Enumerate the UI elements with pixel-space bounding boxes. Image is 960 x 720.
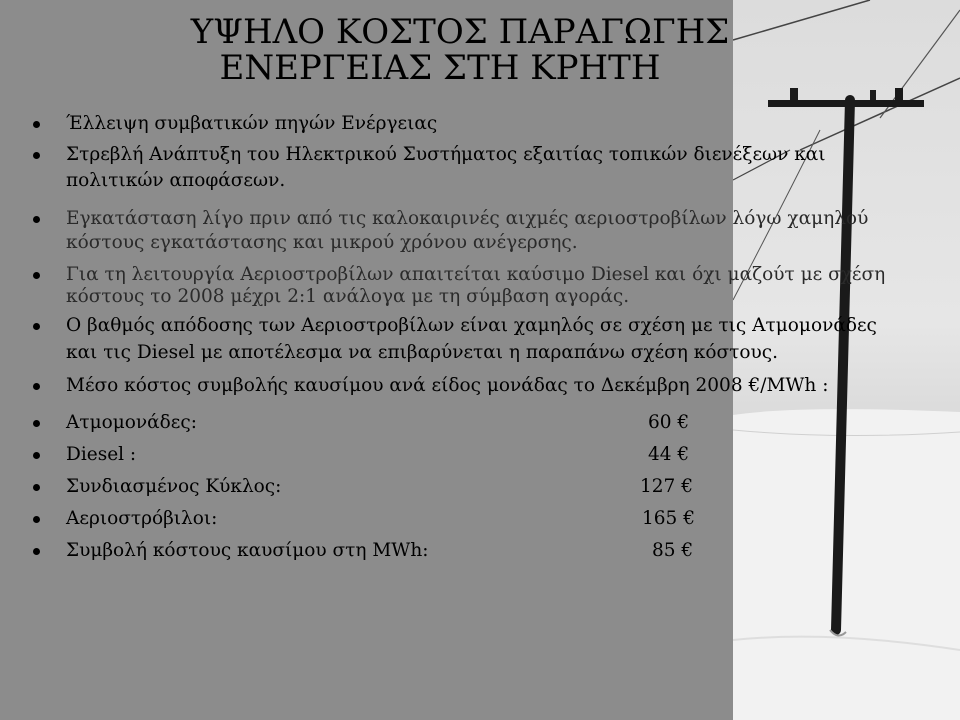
bullet-dot xyxy=(33,484,40,491)
bullet-text: Έλλειψη συμβατικών πηγών Ενέργειας xyxy=(66,113,438,134)
bullet-text-continued: πολιτικών αποφάσεων. xyxy=(66,170,286,191)
bullet-dot xyxy=(33,323,40,330)
bullet-text-continued: και τις Diesel με αποτέλεσμα να επιβαρύνεται η παραπάνω σχέση κόστους. xyxy=(66,342,778,363)
cost-label: Συνδιασμένος Κύκλος: xyxy=(66,476,282,497)
cost-label: Ατμομονάδες: xyxy=(66,412,197,433)
bullet-dot xyxy=(33,272,40,279)
bullet-dot xyxy=(33,452,40,459)
bullet-text: Ο βαθμός απόδοσης των Αεριοστροβίλων είναι χαμηλός σε σχέση με τις Ατμομονάδες xyxy=(66,315,877,336)
bullet-text: Στρεβλή Ανάπτυξη του Ηλεκτρικού Συστήματος εξαιτίας τοπικών διενέξεων και xyxy=(66,144,826,165)
cost-value: 60 € xyxy=(648,412,690,433)
cost-label: Συμβολή κόστους καυσίμου στη MWh: xyxy=(66,540,429,561)
cost-value: 44 € xyxy=(648,444,690,465)
bullet-text: Για τη λειτουργία Αεριοστροβίλων απαιτείται καύσιμο Diesel και όχι μαζούτ με σχέση xyxy=(66,264,886,285)
bullet-dot xyxy=(33,383,40,390)
bullet-dot xyxy=(33,216,40,223)
cost-value: 165 € xyxy=(642,508,695,529)
bullet-text-continued: κόστους το 2008 μέχρι 2:1 ανάλογα με τη σύμβαση αγοράς. xyxy=(66,286,630,307)
cost-label: Αεριοστρόβιλοι: xyxy=(66,508,218,529)
title-line-2: ΕΝΕΡΓΕΙΑΣ ΣΤΗ ΚΡΗΤΗ xyxy=(219,48,661,88)
bullet-text: Εγκατάσταση λίγο πριν από τις καλοκαιρινές αιχμές αεριοστροβίλων λόγω χαμηλού xyxy=(66,208,869,229)
bullet-text-continued: κόστους εγκατάστασης και μικρού χρόνου ανέγερσης. xyxy=(66,232,578,253)
cost-value: 127 € xyxy=(640,476,693,497)
bullet-dot xyxy=(33,548,40,555)
bullet-dot xyxy=(33,121,40,128)
cost-label: Diesel : xyxy=(66,444,137,465)
bullet-dot xyxy=(33,420,40,427)
title-line-1: ΥΨΗΛΟ ΚΟΣΤΟΣ ΠΑΡΑΓΩΓΗΣ xyxy=(190,12,730,52)
bullet-dot xyxy=(33,152,40,159)
cost-value: 85 € xyxy=(652,540,694,561)
bullet-dot xyxy=(33,516,40,523)
bullet-text: Μέσο κόστος συμβολής καυσίμου ανά είδος μονάδας το Δεκέμβρη 2008 €/MWh : xyxy=(66,375,829,396)
